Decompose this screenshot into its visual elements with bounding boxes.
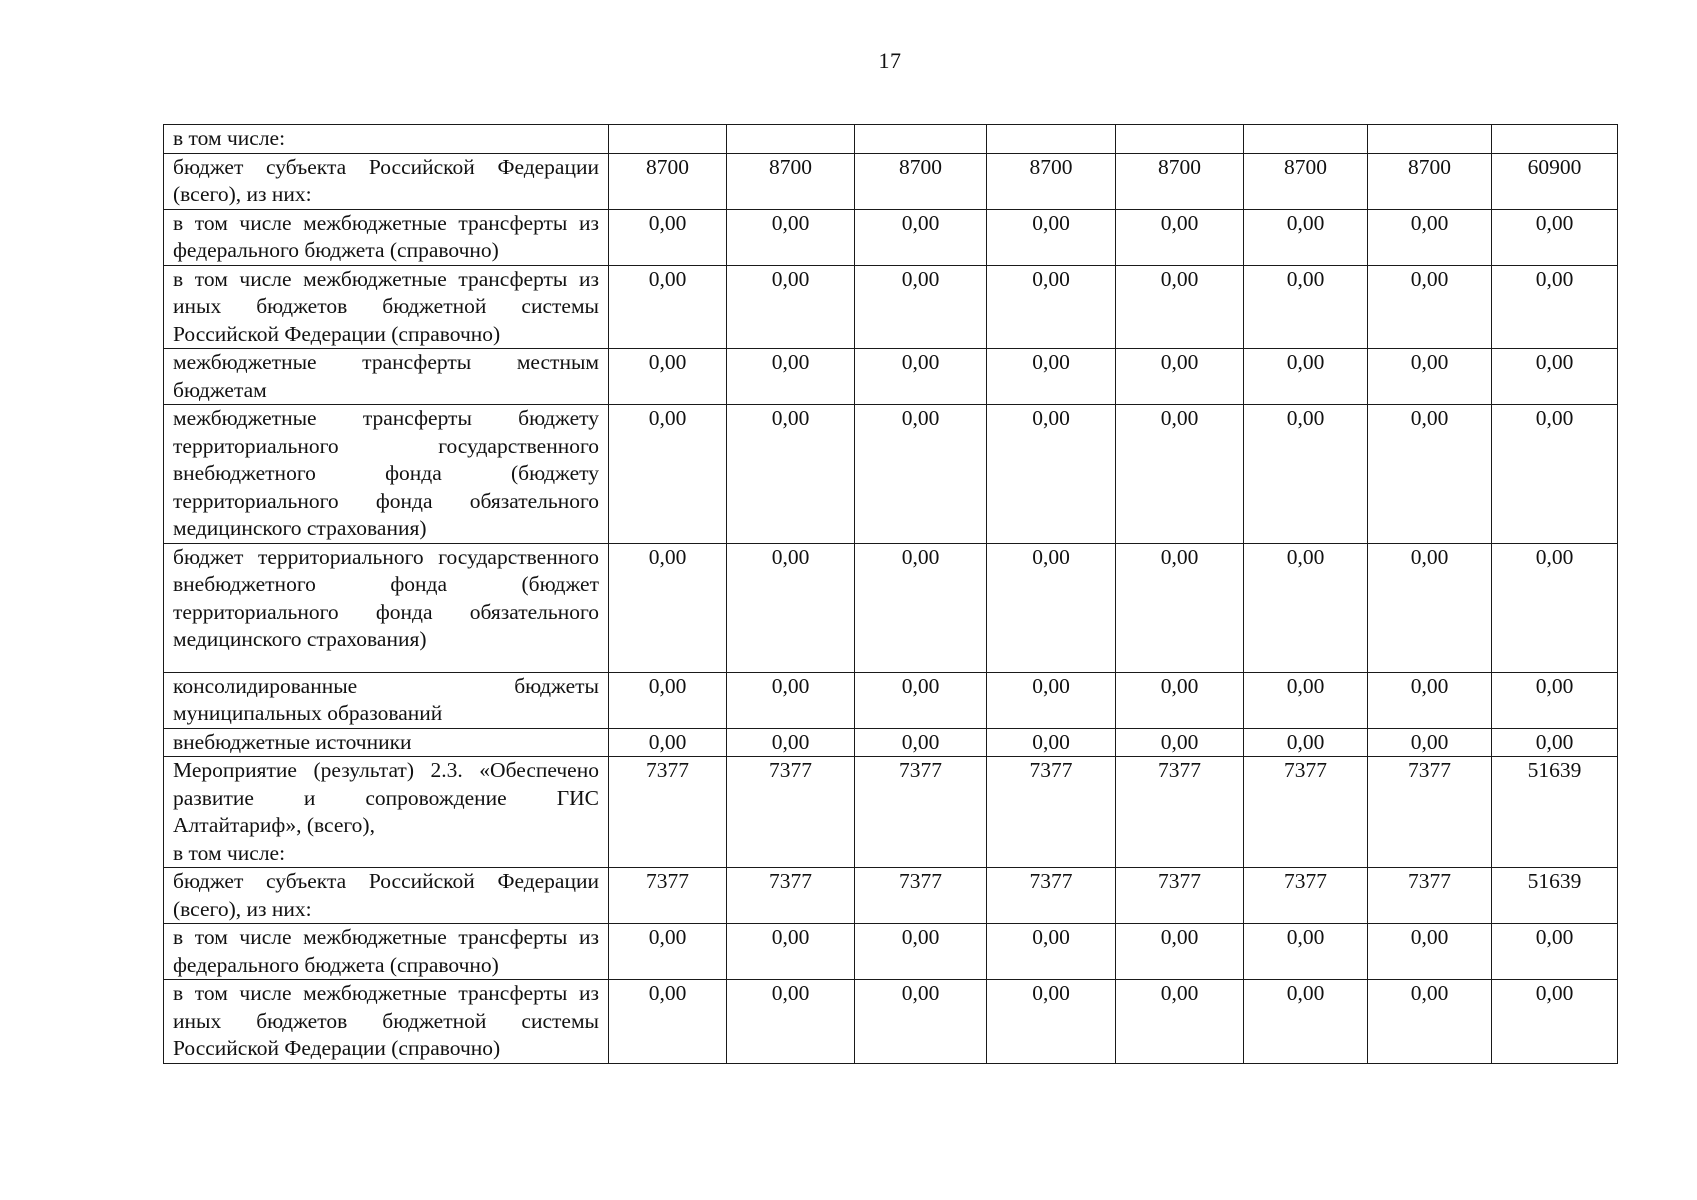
value-cell: 0,00 [609,209,727,265]
value-cell: 0,00 [1368,980,1492,1064]
value-cell: 0,00 [1116,543,1244,672]
value-cell: 0,00 [1116,265,1244,349]
table-row [164,980,1618,1064]
value-cell: 0,00 [987,543,1116,672]
value-cell: 0,00 [609,405,727,544]
value-cell [609,125,727,154]
table-row [164,209,1618,265]
table-row [164,405,1618,544]
value-cell: 0,00 [855,672,987,728]
value-cell: 0,00 [1492,672,1618,728]
value-cell: 0,00 [855,349,987,405]
value-cell: 0,00 [727,405,855,544]
row-label: в том числе: [164,125,609,154]
value-cell: 7377 [609,757,727,868]
value-cell: 0,00 [1244,265,1368,349]
value-cell: 0,00 [609,728,727,757]
value-cell: 0,00 [1492,405,1618,544]
value-cell: 0,00 [1492,265,1618,349]
value-cell: 0,00 [1492,980,1618,1064]
budget-table-body [164,125,1618,1064]
value-cell [1368,125,1492,154]
value-cell: 0,00 [855,924,987,980]
row-label: в том числе межбюджетные трансферты из федерального бюджета (справочно) [164,924,609,980]
value-cell: 0,00 [609,349,727,405]
value-cell: 0,00 [1116,672,1244,728]
value-cell: 0,00 [1368,209,1492,265]
value-cell: 0,00 [855,543,987,672]
value-cell: 0,00 [609,265,727,349]
row-label: в том числе межбюджетные трансферты из федерального бюджета (справочно) [164,209,609,265]
value-cell: 0,00 [727,980,855,1064]
value-cell: 7377 [855,868,987,924]
value-cell: 0,00 [1244,980,1368,1064]
value-cell: 51639 [1492,868,1618,924]
value-cell: 7377 [1244,868,1368,924]
value-cell: 8700 [855,153,987,209]
value-cell: 0,00 [727,349,855,405]
table-row [164,924,1618,980]
value-cell: 60900 [1492,153,1618,209]
value-cell: 7377 [987,868,1116,924]
value-cell: 0,00 [727,924,855,980]
value-cell: 0,00 [1244,728,1368,757]
value-cell: 0,00 [987,980,1116,1064]
value-cell: 0,00 [609,980,727,1064]
value-cell: 0,00 [1244,543,1368,672]
value-cell: 8700 [727,153,855,209]
table-row [164,349,1618,405]
value-cell: 0,00 [1116,209,1244,265]
row-label: бюджет субъекта Российской Федерации (всего), из них: [164,153,609,209]
table-row [164,868,1618,924]
value-cell: 0,00 [987,672,1116,728]
row-label: бюджет субъекта Российской Федерации (всего), из них: [164,868,609,924]
row-label: Мероприятие (результат) 2.3. «Обеспечено развитие и сопровождение ГИС Алтайтариф», (всего), в том числе: [164,757,609,868]
value-cell: 0,00 [1244,209,1368,265]
value-cell: 0,00 [1116,405,1244,544]
value-cell: 0,00 [727,265,855,349]
value-cell: 0,00 [987,349,1116,405]
value-cell: 0,00 [1368,349,1492,405]
value-cell: 0,00 [855,265,987,349]
value-cell: 7377 [1244,757,1368,868]
value-cell: 0,00 [1368,924,1492,980]
value-cell [987,125,1116,154]
value-cell: 0,00 [1492,924,1618,980]
row-label: бюджет территориального государственного внебюджетного фонда (бюджет территориального фонда обязательного медицинского страхования) [164,543,609,672]
value-cell: 0,00 [1368,405,1492,544]
value-cell: 0,00 [1368,265,1492,349]
value-cell: 8700 [1368,153,1492,209]
value-cell: 0,00 [987,924,1116,980]
value-cell: 0,00 [727,209,855,265]
value-cell: 0,00 [609,672,727,728]
value-cell [1492,125,1618,154]
value-cell: 8700 [987,153,1116,209]
value-cell [1116,125,1244,154]
value-cell: 8700 [609,153,727,209]
value-cell: 8700 [1244,153,1368,209]
row-label: межбюджетные трансферты бюджету территориального государственного внебюджетного фонда (бюджету территориального фонда обязательного медицинского страхования) [164,405,609,544]
value-cell: 0,00 [1116,728,1244,757]
row-label: внебюджетные источники [164,728,609,757]
value-cell: 0,00 [1492,543,1618,672]
value-cell: 0,00 [987,728,1116,757]
value-cell: 0,00 [1368,543,1492,672]
value-cell: 0,00 [855,209,987,265]
value-cell: 7377 [855,757,987,868]
value-cell: 0,00 [855,728,987,757]
table-row [164,125,1618,154]
value-cell: 7377 [609,868,727,924]
value-cell: 0,00 [855,405,987,544]
value-cell [855,125,987,154]
row-label: межбюджетные трансферты местным бюджетам [164,349,609,405]
value-cell: 0,00 [1492,209,1618,265]
value-cell [1244,125,1368,154]
page-number: 17 [878,48,902,73]
value-cell: 7377 [1368,757,1492,868]
value-cell: 0,00 [987,405,1116,544]
value-cell: 0,00 [1244,672,1368,728]
row-label: консолидированные бюджеты муниципальных образований [164,672,609,728]
value-cell: 0,00 [1116,349,1244,405]
value-cell: 0,00 [609,543,727,672]
value-cell [727,125,855,154]
value-cell: 8700 [1116,153,1244,209]
row-label: в том числе межбюджетные трансферты из иных бюджетов бюджетной системы Российской Федерации (справочно) [164,265,609,349]
value-cell: 0,00 [609,924,727,980]
value-cell: 51639 [1492,757,1618,868]
value-cell: 0,00 [1116,924,1244,980]
table-row [164,728,1618,757]
table-row [164,265,1618,349]
value-cell: 7377 [727,757,855,868]
value-cell: 0,00 [1116,980,1244,1064]
table-row [164,672,1618,728]
table-row [164,153,1618,209]
value-cell: 0,00 [1492,349,1618,405]
value-cell: 0,00 [727,543,855,672]
value-cell: 0,00 [1244,349,1368,405]
value-cell: 7377 [1116,757,1244,868]
value-cell: 0,00 [987,209,1116,265]
value-cell: 0,00 [1368,672,1492,728]
value-cell: 7377 [1116,868,1244,924]
row-label: в том числе межбюджетные трансферты из иных бюджетов бюджетной системы Российской Федерации (справочно) [164,980,609,1064]
value-cell: 7377 [1368,868,1492,924]
value-cell: 0,00 [1244,924,1368,980]
value-cell: 0,00 [1492,728,1618,757]
value-cell: 0,00 [1244,405,1368,544]
value-cell: 0,00 [855,980,987,1064]
budget-table [163,124,1618,1064]
value-cell: 0,00 [987,265,1116,349]
value-cell: 0,00 [727,672,855,728]
table-row [164,757,1618,868]
value-cell: 7377 [727,868,855,924]
value-cell: 0,00 [727,728,855,757]
table-row [164,543,1618,672]
value-cell: 0,00 [1368,728,1492,757]
value-cell: 7377 [987,757,1116,868]
